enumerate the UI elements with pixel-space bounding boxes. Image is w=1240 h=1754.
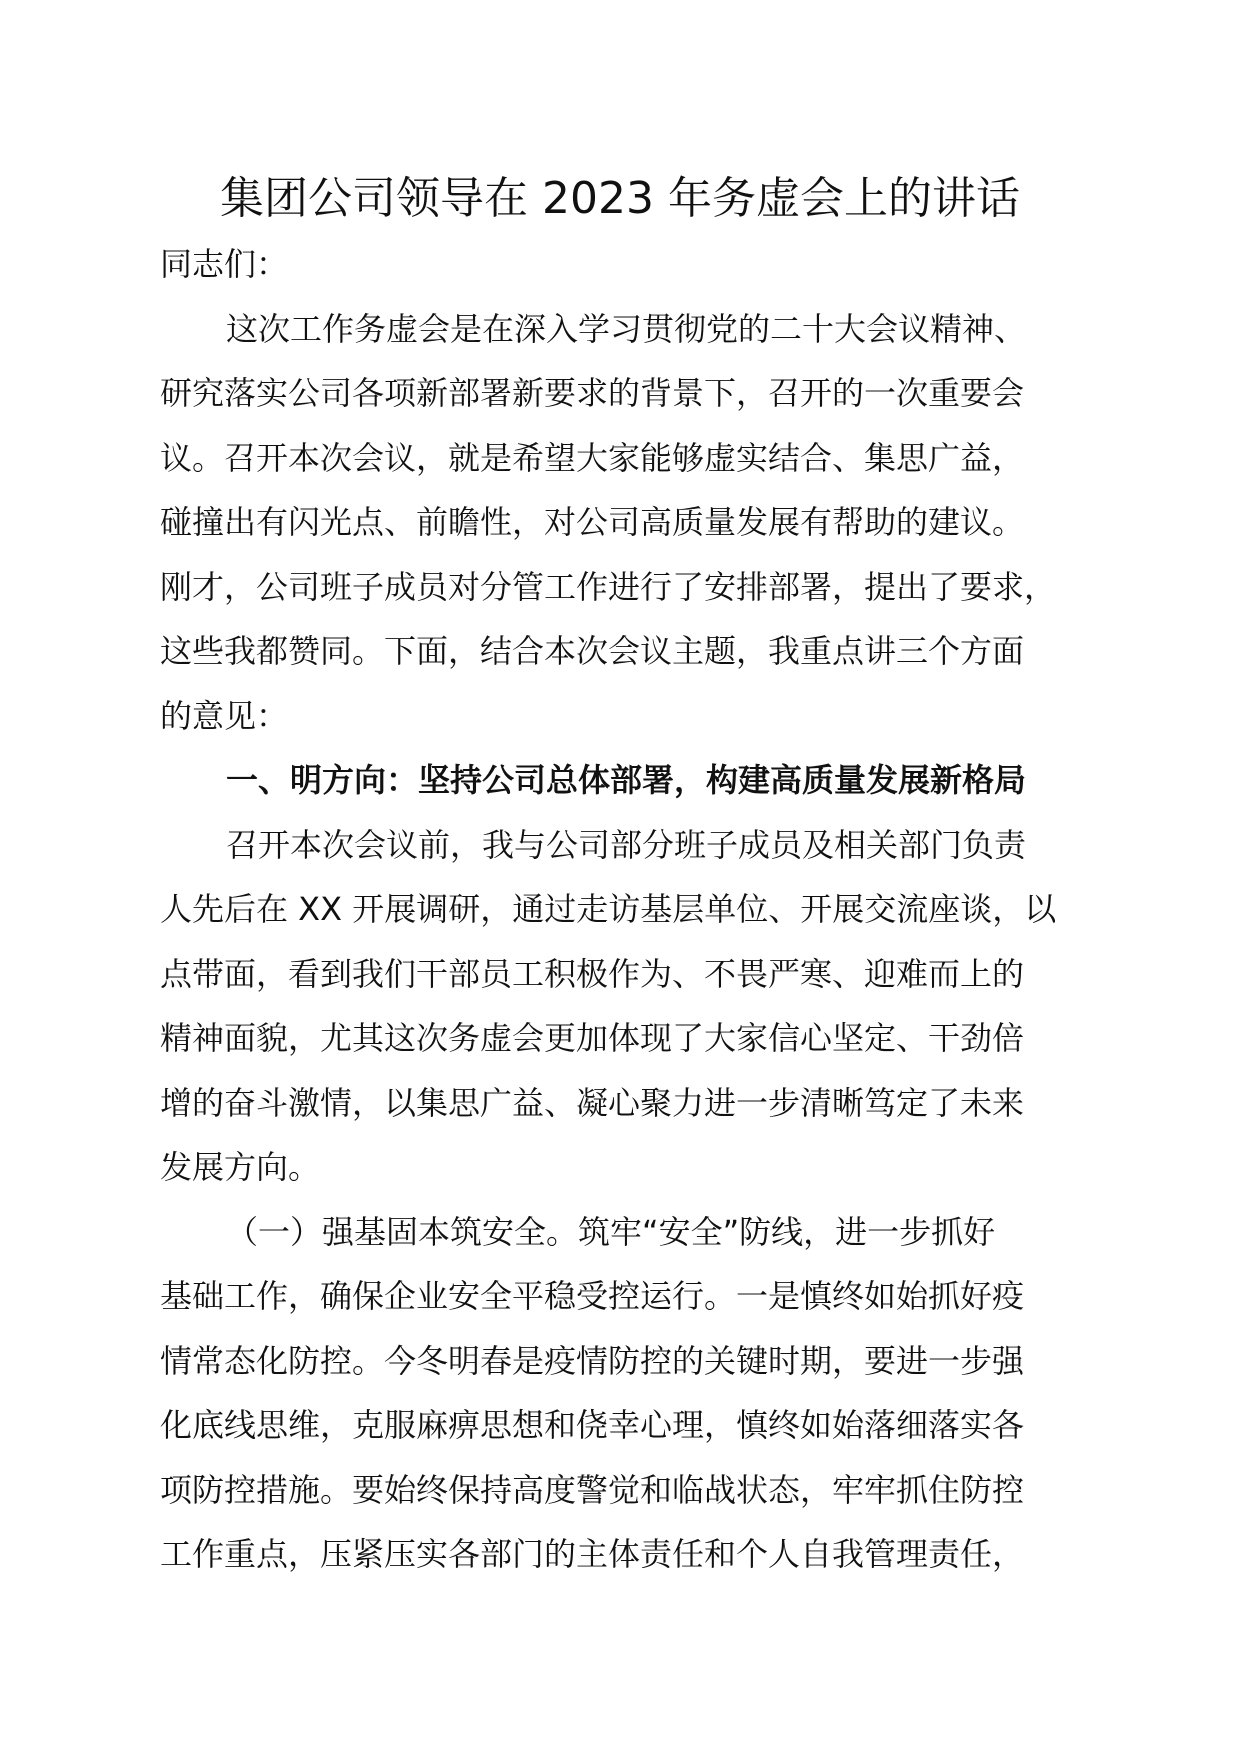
paragraph-line: 项防控措施。要始终保持高度警觉和临战状态，牢牢抓住防控 [160, 1470, 1025, 1509]
paragraph-line: 化底线思维，克服麻痹思想和侥幸心理，慎终如始落细落实各 [160, 1406, 1025, 1444]
paragraph-line: 发展方向。 [160, 1148, 321, 1186]
paragraph-line: 议。召开本次会议，就是希望大家能够虚实结合、集思广益， [160, 438, 1025, 477]
paragraph-line: 情常态化防控。今冬明春是疫情防控的关键时期，要进一步强 [160, 1341, 1025, 1380]
document-body [160, 232, 1100, 1587]
paragraph-line: 增的奋斗激情，以集思广益、凝心聚力进一步清晰笃定了未来 [160, 1083, 1025, 1122]
paragraph-line: 这些我都赞同。下面，结合本次会议主题，我重点讲三个方面 [160, 632, 1025, 670]
paragraph-line: 人先后在 XX 开展调研，通过走访基层单位、开展交流座谈，以 [160, 890, 1057, 928]
paragraph-line: 的意见： [160, 696, 289, 735]
section-heading: 一、明方向：坚持公司总体部署，构建高质量发展新格局 [226, 761, 1027, 799]
salutation: 同志们： [160, 245, 289, 283]
paragraph-line: 碰撞出有闪光点、前瞻性，对公司高质量发展有帮助的建议。 [160, 503, 1025, 541]
paragraph-line: 工作重点，压紧压实各部门的主体责任和个人自我管理责任， [160, 1535, 1025, 1573]
paragraph-line: 基础工作，确保企业安全平稳受控运行。一是慎终如始抓好疫 [160, 1277, 1025, 1315]
paragraph-line: 点带面，看到我们干部员工积极作为、不畏严寒、迎难而上的 [160, 954, 1025, 993]
subsection-line: （一）强基固本筑安全。筑牢“安全”防线，进一步抓好 [226, 1212, 996, 1251]
paragraph-line: 精神面貌，尤其这次务虚会更加体现了大家信心坚定、干劲倍 [160, 1019, 1025, 1057]
paragraph-line: 研究落实公司各项新部署新要求的背景下，召开的一次重要会 [160, 374, 1025, 412]
paragraph-line: 这次工作务虚会是在深入学习贯彻党的二十大会议精神、 [226, 309, 1027, 348]
paragraph-line: 召开本次会议前，我与公司部分班子成员及相关部门负责 [226, 825, 1027, 864]
paragraph-line: 刚才，公司班子成员对分管工作进行了安排部署，提出了要求， [160, 567, 1057, 606]
document-title: 集团公司领导在 2023 年务虚会上的讲话 [220, 173, 1020, 224]
